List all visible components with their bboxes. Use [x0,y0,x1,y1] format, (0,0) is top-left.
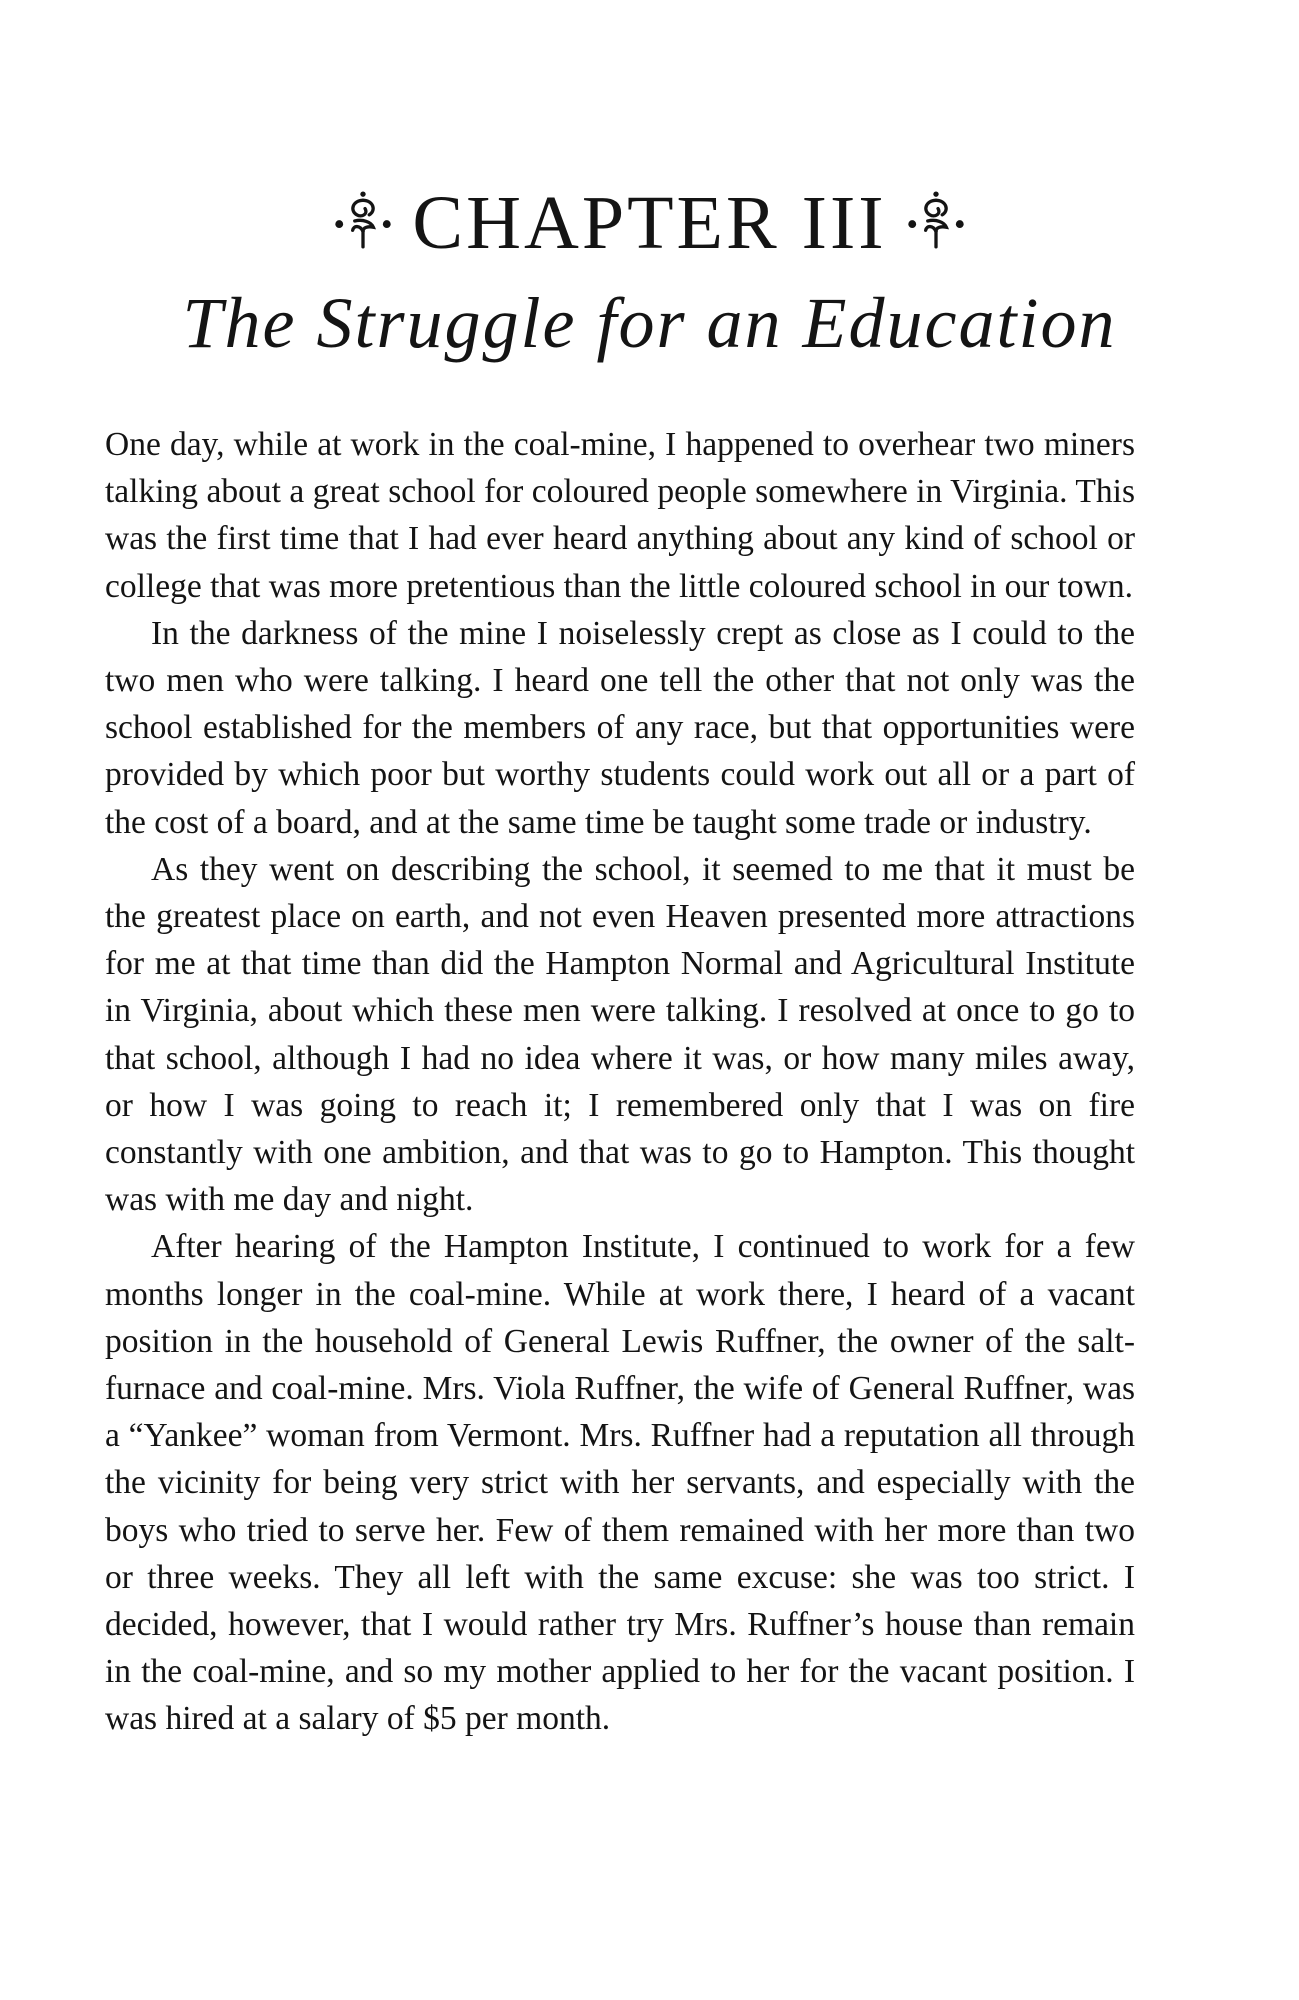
fleuron-ornament-icon [332,190,394,252]
paragraph: After hearing of the Hampton Institute, I continued to work for a few months longer in the coal-mine. While at work there, I heard of a vacant position in the household of General Lewis Ruffner, the owner of the salt-furnace and coal-mine. Mrs. Viola Ruffner, the wife of General Ruffner, was a “Yankee” woman from Vermont. Mrs. Ruffner had a reputation all through the vicinity for being very strict with her servants, and especially with the boys who tried to serve her. Few of them remained with her more than two or three weeks. They all left with the same excuse: she was too strict. I decided, however, that I would rather try Mrs. Ruffner’s house than remain in the coal-mine, and so my mother applied to her for the vacant position. I was hired at a salary of $5 per month. [105,1228,1135,1738]
chapter-body [105,421,1135,1743]
chapter-number: CHAPTER III [412,181,887,265]
paragraph: In the darkness of the mine I noiselessly crept as close as I could to the two men who were talking. I heard one tell the other that not only was the school established for the members of any race, but that opportunities were provided by which poor but worthy students could work out all or a part of the cost of a board, and at the same time be taught some trade or industry. [105,614,1135,841]
paragraph: One day, while at work in the coal-mine, I happened to overhear two miners talking about a great school for coloured people somewhere in Virginia. This was the first time that I had ever heard anything about any kind of school or college that was more pretentious than the little coloured school in our town. [105,426,1135,605]
fleuron-ornament-icon [905,190,967,252]
chapter-title: The Struggle for an Education [182,283,1117,363]
chapter-heading [0,178,1299,268]
paragraph: As they went on describing the school, it seemed to me that it must be the greatest place on earth, and not even Heaven presented more attractions for me at that time than did the Hampton Normal and Agricultural Institute in Virginia, about which these men were talking. I resolved at once to go to that school, although I had no idea where it was, or how many miles away, or how I was going to reach it; I remembered only that I was on fire constantly with one ambition, and that was to go to Hampton. This thought was with me day and night. [105,850,1135,1219]
